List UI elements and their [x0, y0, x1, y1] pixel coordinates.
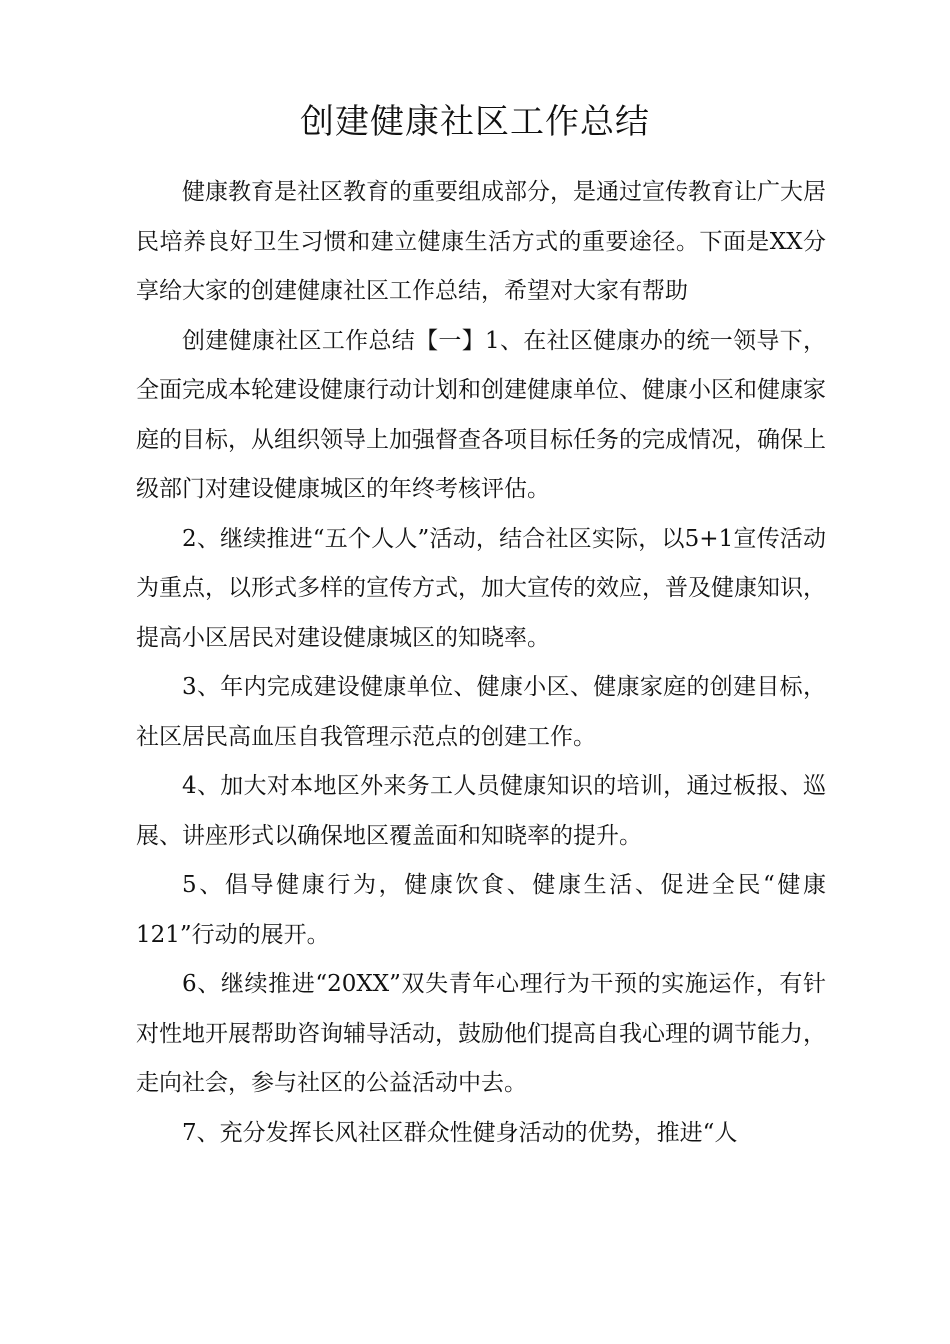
paragraph-item-2: 2、继续推进“五个人人”活动，结合社区实际，以5+1宣传活动为重点，以形式多样的宣传方式，加大宣传的效应，普及健康知识，提高小区居民对建设健康城区的知晓率。 — [136, 525, 826, 651]
paragraph-item-4: 4、加大对本地区外来务工人员健康知识的培训，通过板报、巡展、讲座形式以确保地区覆盖面和知晓率的提升。 — [136, 773, 826, 849]
document-body — [136, 168, 826, 1158]
paragraph-item-6: 6、继续推进“20XX”双失青年心理行为干预的实施运作，有针对性地开展帮助咨询辅导活动，鼓励他们提高自我心理的调节能力，走向社会，参与社区的公益活动中去。 — [136, 971, 826, 1096]
document-title: 创建健康社区工作总结 — [300, 102, 650, 142]
paragraph-item-1: 创建健康社区工作总结【一】1、在社区健康办的统一领导下，全面完成本轮建设健康行动计划和创建健康单位、健康小区和健康家庭的目标，从组织领导上加强督查各项目标任务的完成情况，确保上级部门对建设健康城区的年终考核评估。 — [136, 327, 826, 502]
paragraph-item-5: 5、倡导健康行为，健康饮食、健康生活、促进全民“健康121”行动的展开。 — [136, 872, 826, 948]
paragraph-intro: 健康教育是社区教育的重要组成部分，是通过宣传教育让广大居民培养良好卫生习惯和建立健康生活方式的重要途径。下面是XX分享给大家的创建健康社区工作总结，希望对大家有帮助 — [136, 179, 826, 304]
paragraph-item-3: 3、年内完成建设健康单位、健康小区、健康家庭的创建目标，社区居民高血压自我管理示范点的创建工作。 — [136, 674, 826, 750]
paragraph-item-7: 7、充分发挥长风社区群众性健身活动的优势，推进“人 — [182, 1119, 738, 1146]
